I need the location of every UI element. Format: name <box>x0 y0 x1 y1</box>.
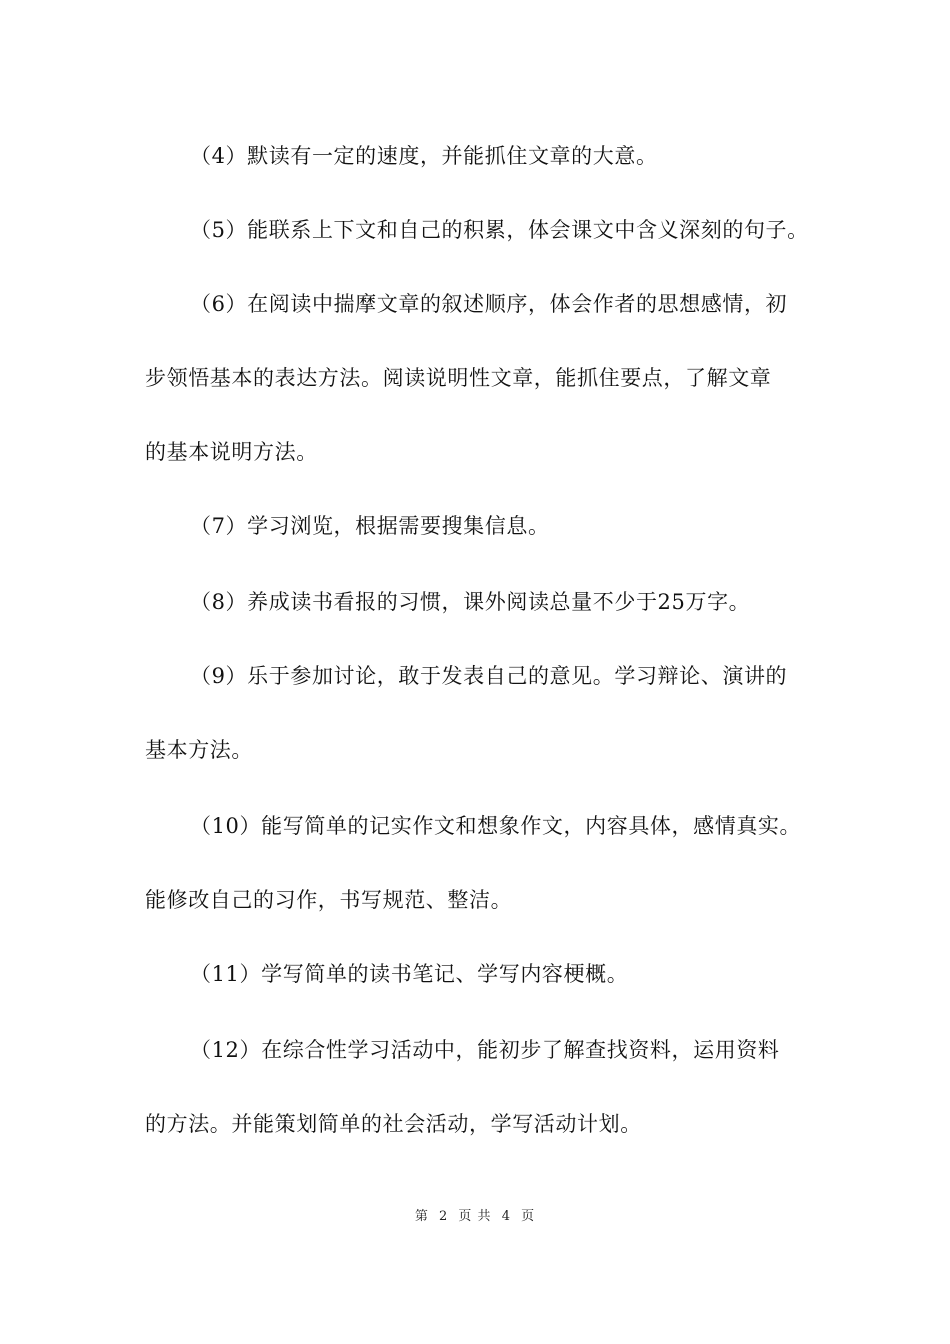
paragraph-6-line-2: 步领悟基本的表达方法。阅读说明性文章，能抓住要点，了解文章 <box>145 366 772 390</box>
paragraph-6-line-1: （6）在阅读中揣摩文章的叙述顺序，体会作者的思想感情，初 <box>190 292 788 316</box>
footer-prefix: 第 <box>414 1209 429 1224</box>
paragraph-12-line-2: 的方法。并能策划简单的社会活动，学写活动计划。 <box>145 1112 642 1136</box>
footer-total-pages: 4 <box>501 1209 511 1224</box>
paragraph-9-line-1: （9）乐于参加讨论，敢于发表自己的意见。学习辩论、演讲的 <box>190 664 788 688</box>
page-footer <box>0 1208 950 1226</box>
footer-current-page: 2 <box>439 1209 449 1224</box>
paragraph-6-line-3: 的基本说明方法。 <box>145 440 318 464</box>
paragraph-5: （5）能联系上下文和自己的积累，体会课文中含义深刻的句子。 <box>190 218 809 242</box>
paragraph-4: （4）默读有一定的速度，并能抓住文章的大意。 <box>190 144 658 168</box>
footer-middle: 页 共 <box>458 1209 492 1224</box>
paragraph-10-line-2: 能修改自己的习作，书写规范、整洁。 <box>145 888 513 912</box>
paragraph-8: （8）养成读书看报的习惯，课外阅读总量不少于25万字。 <box>190 590 751 614</box>
paragraph-10-line-1: （10）能写简单的记实作文和想象作文，内容具体，感情真实。 <box>190 814 802 838</box>
paragraph-11: （11）学写简单的读书笔记、学写内容梗概。 <box>190 962 629 986</box>
paragraph-7: （7）学习浏览，根据需要搜集信息。 <box>190 514 550 538</box>
paragraph-12-line-1: （12）在综合性学习活动中，能初步了解查找资料，运用资料 <box>190 1038 780 1062</box>
footer-suffix: 页 <box>521 1209 536 1224</box>
paragraph-9-line-2: 基本方法。 <box>145 738 253 762</box>
